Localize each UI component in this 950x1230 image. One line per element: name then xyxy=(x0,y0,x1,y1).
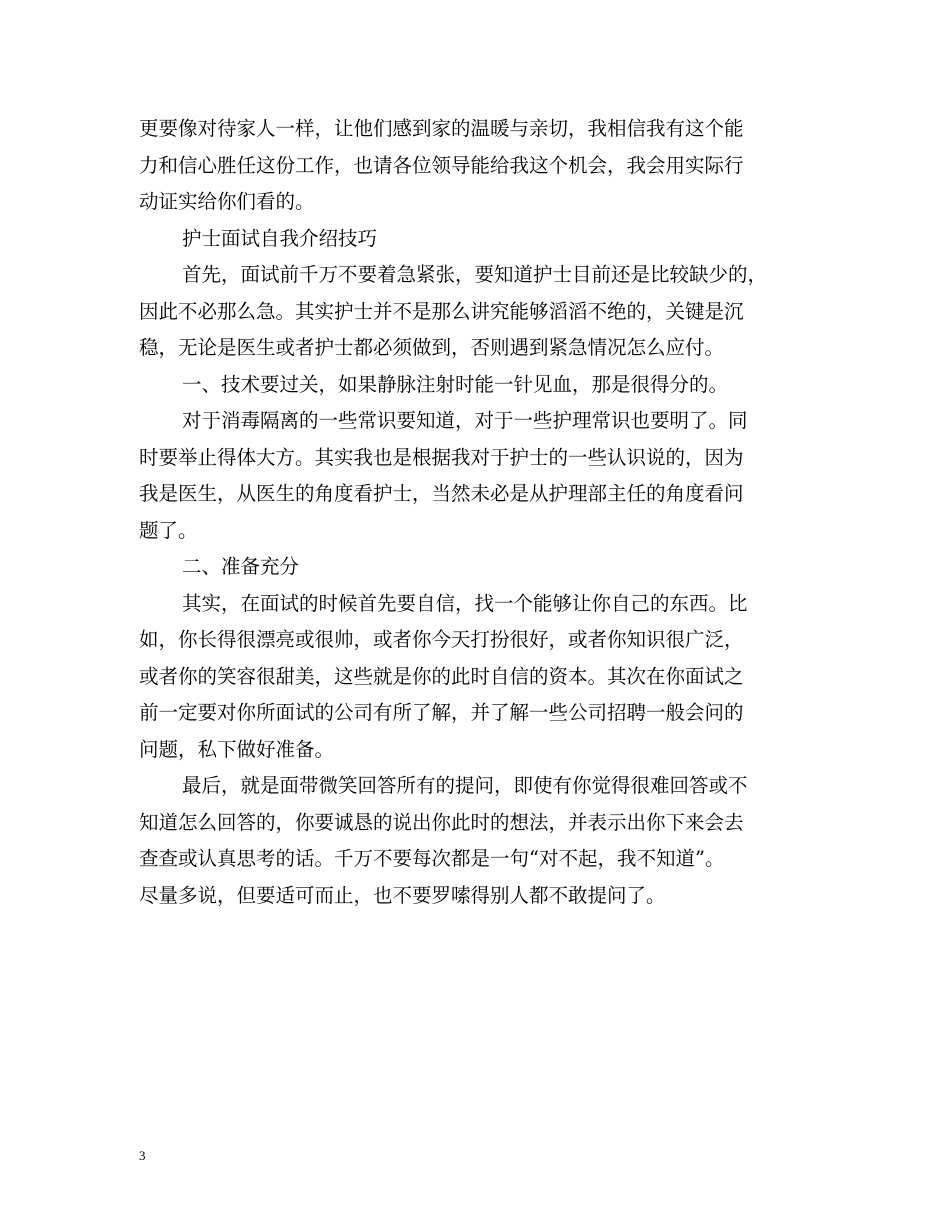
text-line: 查查或认真思考的话。千万不要每次都是一句“对不起，我不知道”。 xyxy=(139,847,725,870)
page-number: 3 xyxy=(139,1148,146,1163)
document-body xyxy=(139,111,815,914)
text-line: 问题，私下做好准备。 xyxy=(139,737,335,761)
text-line: 稳，无论是医生或者护士都必须做到，否则遇到紧急情况怎么应付。 xyxy=(139,336,725,359)
section-heading: 护士面试自我介绍技巧 xyxy=(182,226,378,250)
text-line: 知道怎么回答的，你要诚恳的说出你此时的想法，并表示出你下来会去 xyxy=(139,810,744,834)
text-line: 力和信心胜任这份工作，也请各位领导能给我这个机会，我会用实际行 xyxy=(139,153,744,177)
text-line: 动证实给你们看的。 xyxy=(139,190,315,213)
text-line: 因此不必那么急。其实护士并不是那么讲究能够滔滔不绝的，关键是沉 xyxy=(139,299,744,323)
text-line: 前一定要对你所面试的公司有所了解，并了解一些公司招聘一般会问的 xyxy=(139,701,744,724)
text-line: 或者你的笑容很甜美，这些就是你的此时自信的资本。其次在你面试之 xyxy=(139,664,744,688)
text-line: 一、技术要过关，如果静脉注射时能一针见血，那是很得分的。 xyxy=(182,372,729,396)
text-line: 首先，面试前千万不要着急紧张，要知道护士目前还是比较缺少的， xyxy=(182,263,768,286)
text-line: 尽量多说，但要适可而止，也不要罗嗦得别人都不敢提问了。 xyxy=(139,883,666,907)
text-line: 最后，就是面带微笑回答所有的提问，即使有你觉得很难回答或不 xyxy=(182,774,748,797)
text-line: 题了。 xyxy=(139,518,198,542)
text-line: 对于消毒隔离的一些常识要知道，对于一些护理常识也要明了。同 xyxy=(182,409,748,432)
text-line: 更要像对待家人一样，让他们感到家的温暖与亲切，我相信我有这个能 xyxy=(139,117,744,140)
section-heading: 二、准备充分 xyxy=(182,555,300,578)
text-line: 其实，在面试的时候首先要自信，找一个能够让你自己的东西。比 xyxy=(182,591,748,615)
text-line: 我是医生，从医生的角度看护士，当然未必是从护理部主任的角度看问 xyxy=(139,482,744,505)
text-line: 时要举止得体大方。其实我也是根据我对于护士的一些认识说的，因为 xyxy=(139,445,744,469)
text-line: 如，你长得很漂亮或很帅，或者你今天打扮很好，或者你知识很广泛， xyxy=(139,628,744,651)
